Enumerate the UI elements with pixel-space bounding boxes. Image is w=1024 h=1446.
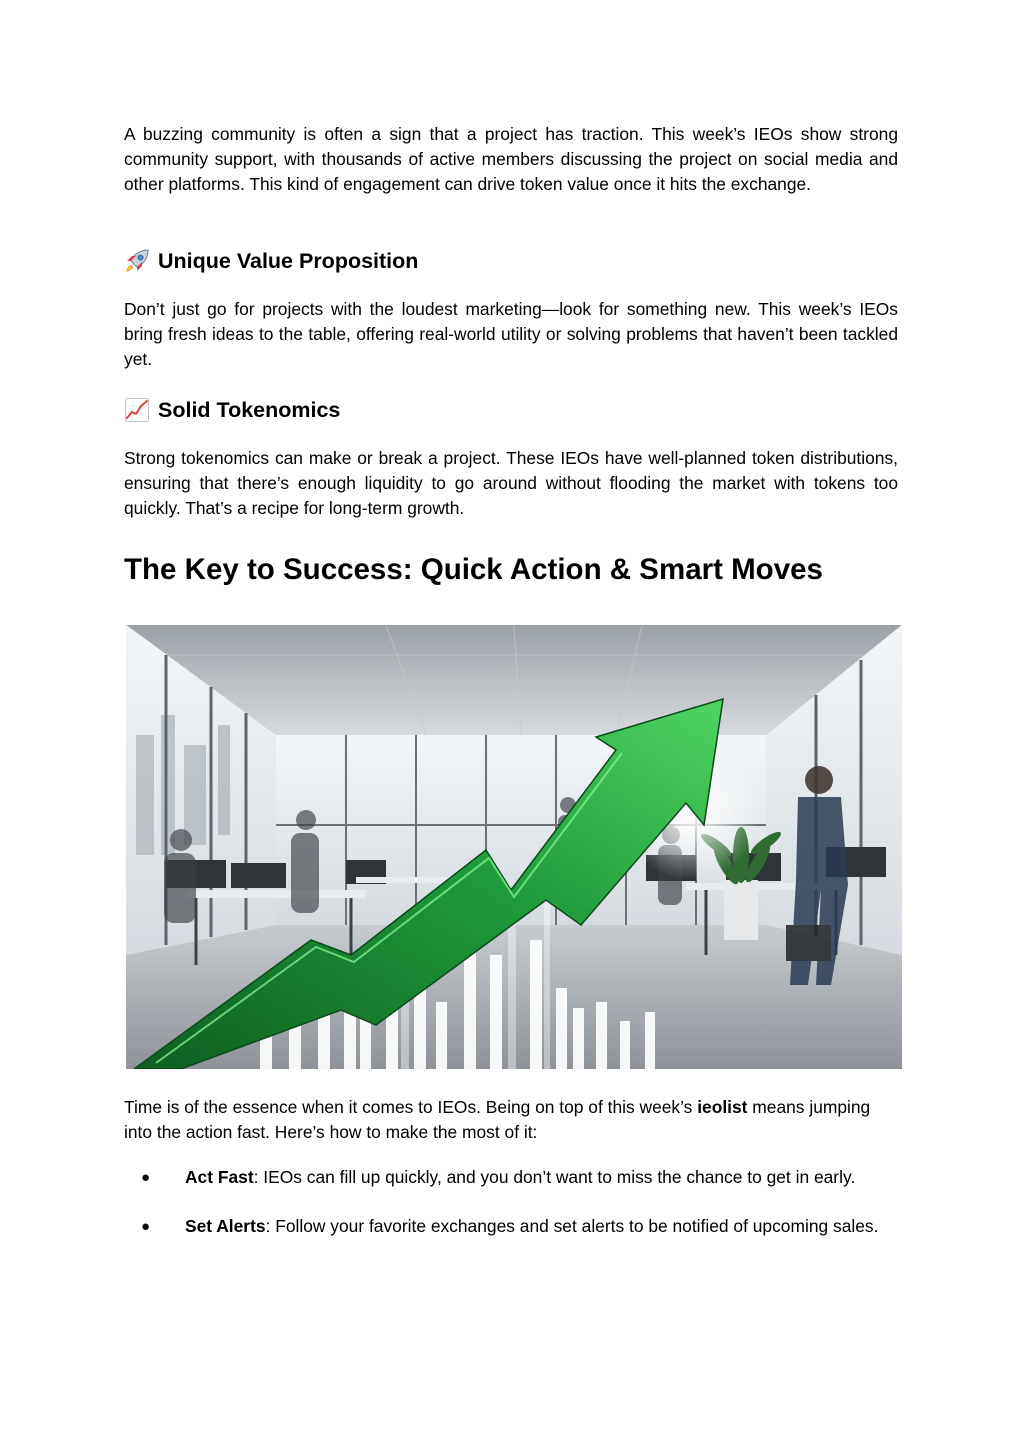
heading-unique-value-proposition bbox=[124, 247, 418, 275]
bullet-icon: ● bbox=[141, 1169, 151, 1186]
intro-paragraph: A buzzing community is often a sign that a project has traction. This week’s IEOs show strong community support, with thousands of active members discussing the project on social media and other platforms. This kind of engagement can drive token value once it hits the exchange. bbox=[124, 124, 898, 194]
chart-increasing-icon bbox=[124, 397, 150, 423]
value-proposition-paragraph: Don’t just go for projects with the loudest marketing—look for something new. This week’s IEOs bring fresh ideas to the table, offering real-world utility or solving problems that haven’t been tackled yet. bbox=[124, 299, 898, 369]
list-item-text: : Follow your favorite exchanges and set alerts to be notified of upcoming sales. bbox=[265, 1216, 879, 1236]
heading-text: Solid Tokenomics bbox=[158, 398, 341, 422]
office-growth-illustration bbox=[126, 625, 902, 1069]
list-item-text: : IEOs can fill up quickly, and you don’t want to miss the chance to get in early. bbox=[253, 1167, 856, 1187]
ieolist-term: ieolist bbox=[697, 1097, 748, 1117]
list-item bbox=[124, 1165, 898, 1190]
tokenomics-paragraph: Strong tokenomics can make or break a project. These IEOs have well-planned token distributions, ensuring that there’s enough liquidity to go around without flooding the market with tokens too quickly. That’s a recipe for long-term growth. bbox=[124, 448, 898, 518]
rocket-icon bbox=[124, 248, 150, 274]
list-item-term: Act Fast bbox=[185, 1167, 254, 1187]
heading-solid-tokenomics bbox=[124, 396, 340, 424]
heading-text: Unique Value Proposition bbox=[158, 249, 419, 273]
tips-list bbox=[124, 1165, 898, 1263]
bullet-icon: ● bbox=[141, 1218, 151, 1235]
list-item bbox=[124, 1214, 898, 1239]
main-heading: The Key to Success: Quick Action & Smart Moves bbox=[124, 553, 823, 586]
action-intro-paragraph: Time is of the essence when it comes to IEOs. Being on top of this week’s ieolist means jumping into the action fast. Here’s how to make the most of it: bbox=[124, 1097, 871, 1142]
list-item-term: Set Alerts bbox=[185, 1216, 266, 1236]
